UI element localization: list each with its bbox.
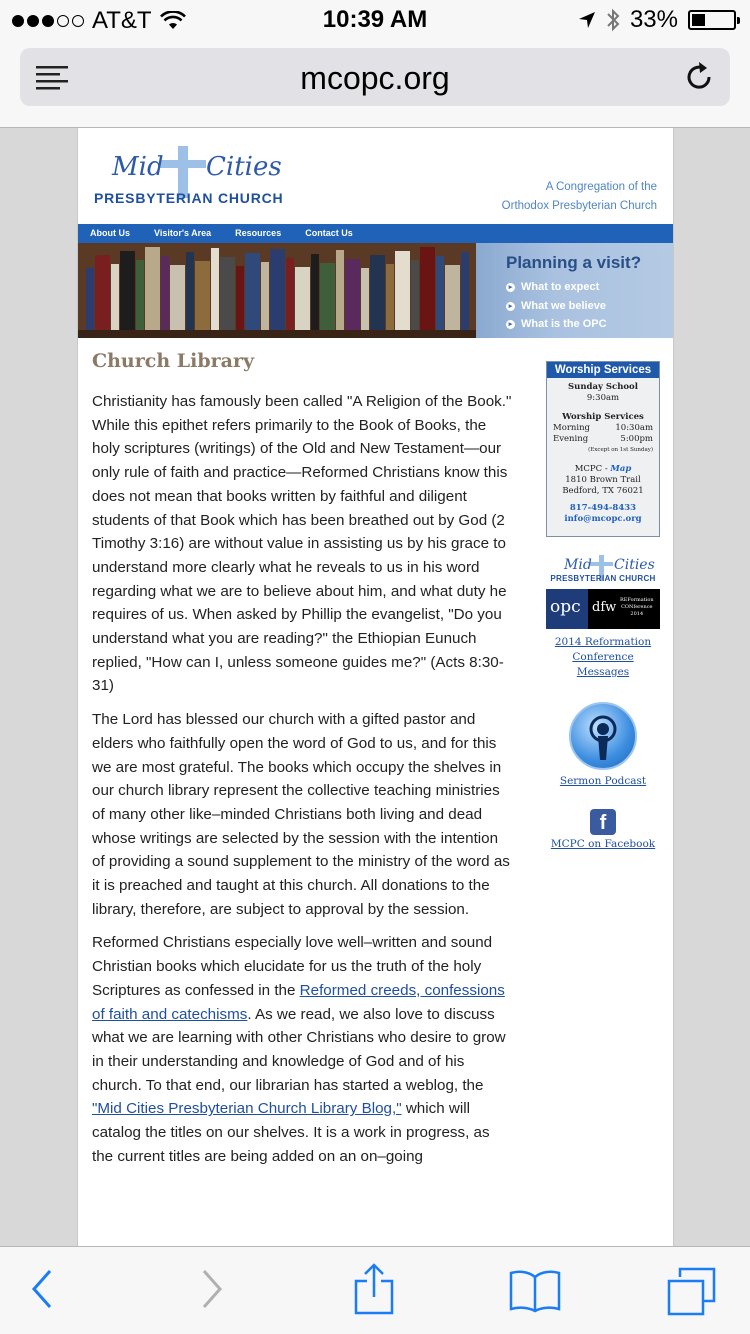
sidebar-logo-mid: Mid xyxy=(564,557,592,573)
book-spine xyxy=(186,252,194,330)
facebook-link[interactable]: MCPC on Facebook xyxy=(550,838,656,850)
nav-contact-us[interactable]: Contact Us xyxy=(305,228,353,238)
evening-label: Evening xyxy=(553,434,589,444)
paragraph-3-text-c: which will catalog the titles on our shelves. It is a work in progress, as the current titles are being added on an on–going xyxy=(92,1100,490,1165)
paragraph-3 xyxy=(92,931,512,1168)
bookmarks-icon[interactable] xyxy=(508,1269,562,1313)
book-spine xyxy=(170,265,185,330)
morning-time: 10:30am xyxy=(615,423,653,433)
tagline-line-2: Orthodox Presbyterian Church xyxy=(501,200,657,212)
sidebar-logo-cities: Cities xyxy=(614,557,655,573)
conference-banner[interactable] xyxy=(546,589,660,629)
status-time: 10:39 AM xyxy=(322,6,428,33)
site-header xyxy=(78,128,673,224)
reload-icon[interactable] xyxy=(682,60,716,94)
tagline xyxy=(502,178,657,216)
sidebar-logo-subtitle: PRESBYTERIAN CHURCH xyxy=(550,574,656,583)
conference-messages-link[interactable]: 2014 Reformation Conference Messages xyxy=(554,636,652,678)
logo-subtitle: PRESBYTERIAN CHURCH xyxy=(94,190,284,206)
conf-line-2: CONference xyxy=(621,604,653,610)
book-spine xyxy=(270,249,285,330)
book-spine xyxy=(436,256,444,330)
email-link[interactable]: info@mcopc.org xyxy=(564,514,642,524)
book-spine xyxy=(345,259,360,330)
link-what-is-opc[interactable] xyxy=(506,318,607,330)
evening-time: 5:00pm xyxy=(620,434,653,444)
evening-note: (Except on 1st Sunday) xyxy=(588,447,653,453)
book-spine xyxy=(261,262,269,330)
church-abbrev: MCPC - xyxy=(574,464,611,474)
bullet-icon: ▸ xyxy=(506,320,515,329)
logo-cross-bar xyxy=(590,562,613,566)
book-spine xyxy=(136,260,144,330)
shelf-board xyxy=(78,330,478,338)
paragraph-1: Christianity has famously been called "A Religion of the Book." While this epithet refers primarily to the Book of Books, the holy scriptures (writings) of the Old and New Testament—our only rule of faith and practice—Reformed Christians know this does not mean that books written by faithful and diligent students of that Book which has been breathed out by God (2 Timothy 3:16) are without value in assisting us by his grace to understand more clearly what he reveals to us in his word regarding what we are to believe about him, and what duty he requires of us. When asked by Phillip the evangelist, "Do you understand what you are reading?" the Ethiopian Eunuch replied, "How can I, unless someone guides me?" (Acts 8:30-31) xyxy=(92,393,512,695)
conf-line-3: 2014 xyxy=(630,611,644,617)
link-label: What we believe xyxy=(521,300,606,312)
paragraph-3-text-a: Reformed Christians especially love well–written and sound Christian books which elucidate for us the truth of the holy Scriptures as confessed in the xyxy=(92,934,493,999)
battery-percent: 33% xyxy=(629,6,678,33)
church-address-name xyxy=(553,464,653,475)
planning-visit-title[interactable]: Planning a visit? xyxy=(506,253,642,272)
book-spine xyxy=(220,257,235,330)
browser-address-area xyxy=(0,40,750,128)
status-right xyxy=(578,6,736,34)
book-spine xyxy=(386,264,394,330)
share-icon[interactable] xyxy=(352,1263,396,1315)
link-label: What is the OPC xyxy=(521,318,607,330)
sidebar xyxy=(546,361,660,852)
tabs-icon[interactable] xyxy=(666,1267,720,1317)
facebook-icon[interactable]: f xyxy=(590,809,616,835)
book-spine xyxy=(461,252,469,330)
paragraph-3-text-b: . As we read, we also love to discuss what we are learning with other Christians who desire to grow in their understanding and knowledge of God and of his church. To that end, our librarian has started a weblog, the xyxy=(92,1005,506,1094)
page-title: Church Library xyxy=(92,350,254,372)
book-spine xyxy=(336,250,344,330)
logo-mid: Mid xyxy=(112,152,164,182)
address-line-2: Bedford, TX 76021 xyxy=(562,486,644,496)
book-spine xyxy=(245,253,260,330)
planning-visit-panel xyxy=(476,243,674,338)
reformed-creeds-link[interactable]: Reformed creeds, confessions of faith and catechisms xyxy=(92,981,505,1023)
book-spine xyxy=(411,260,419,330)
book-spine xyxy=(420,247,435,330)
forward-icon[interactable] xyxy=(196,1267,226,1311)
book-spine xyxy=(286,258,294,330)
sunday-school-label: Sunday School xyxy=(568,382,638,392)
book-spine xyxy=(95,255,110,330)
book-spine xyxy=(211,248,219,330)
sermon-podcast-link[interactable]: Sermon Podcast xyxy=(559,775,647,787)
worship-box-header: Worship Services xyxy=(547,362,659,378)
link-label: What to expect xyxy=(521,281,600,293)
evening-row xyxy=(553,434,653,445)
address-line-1: 1810 Brown Trail xyxy=(565,475,641,485)
paragraph-2: The Lord has blessed our church with a gifted pastor and elders who faithfully open the word of God to us, and for this we are most grateful. The books which occupy the shelves in our church library represent the collective teaching ministries of many other like–minded Christians both living and dead whose writings are selected by the session with the intention of providing a sound supplement to the ministry of the word as it is preached and taught at this church. All donations to the library, therefore, are subject to approval by the session. xyxy=(92,711,510,918)
tagline-line-1: A Congregation of the xyxy=(545,181,657,193)
conference-text xyxy=(620,597,654,618)
worship-services-label: Worship Services xyxy=(562,412,644,422)
site-nav xyxy=(78,224,674,243)
podcast-icon[interactable] xyxy=(569,702,637,770)
back-icon[interactable] xyxy=(28,1267,58,1311)
podcast-microphone-icon xyxy=(569,702,637,770)
book-spine xyxy=(236,266,244,330)
sidebar-church-logo[interactable] xyxy=(546,557,660,585)
bullet-icon: ▸ xyxy=(506,302,515,311)
location-arrow-icon xyxy=(578,11,596,29)
bluetooth-icon xyxy=(606,8,620,32)
opc-label: opc xyxy=(550,597,581,617)
map-link[interactable]: Map xyxy=(610,464,632,474)
link-what-we-believe[interactable] xyxy=(506,300,606,312)
book-spine xyxy=(145,247,160,330)
book-spine xyxy=(120,251,135,330)
url-text[interactable]: mcopc.org xyxy=(300,60,450,96)
link-what-to-expect[interactable] xyxy=(506,281,599,293)
battery-icon xyxy=(688,10,736,30)
morning-label: Morning xyxy=(553,423,590,433)
dfw-label: dfw xyxy=(592,600,617,615)
morning-row xyxy=(553,423,653,434)
worship-services-box[interactable] xyxy=(546,361,660,537)
worship-box-body xyxy=(547,378,659,529)
carrier-name: AT&T xyxy=(92,7,152,34)
logo-cities: Cities xyxy=(206,152,282,182)
book-spine xyxy=(161,256,169,330)
main-content xyxy=(92,350,512,1179)
nav-resources[interactable]: Resources xyxy=(235,228,282,238)
book-spine xyxy=(311,254,319,330)
library-blog-link[interactable]: "Mid Cities Presbyterian Church Library Blog," xyxy=(92,1100,402,1118)
book-spine xyxy=(395,251,410,330)
browser-toolbar xyxy=(0,1246,750,1334)
bookshelf-image xyxy=(78,243,478,338)
phone-number[interactable]: 817-494-8433 xyxy=(569,503,637,513)
book-spine xyxy=(445,265,460,330)
address-bar[interactable] xyxy=(20,48,730,106)
book-spine xyxy=(195,261,210,330)
nav-visitors-area[interactable]: Visitor's Area xyxy=(154,228,212,238)
bullet-icon: ▸ xyxy=(506,283,515,292)
battery-level xyxy=(692,14,705,26)
church-logo[interactable] xyxy=(94,150,290,208)
book-spine xyxy=(111,264,119,330)
nav-about-us[interactable]: About Us xyxy=(90,228,130,238)
banner xyxy=(78,243,674,338)
book-spine xyxy=(295,267,310,330)
status-bar xyxy=(0,0,750,40)
book-spine xyxy=(320,263,335,330)
logo-cross-bar xyxy=(160,160,206,168)
book-spine xyxy=(370,255,385,330)
sunday-school-time: 9:30am xyxy=(586,393,620,403)
web-page xyxy=(77,128,674,1246)
book-spine xyxy=(86,268,94,330)
book-spine xyxy=(361,268,369,330)
conf-line-1: REFormation xyxy=(620,597,654,603)
